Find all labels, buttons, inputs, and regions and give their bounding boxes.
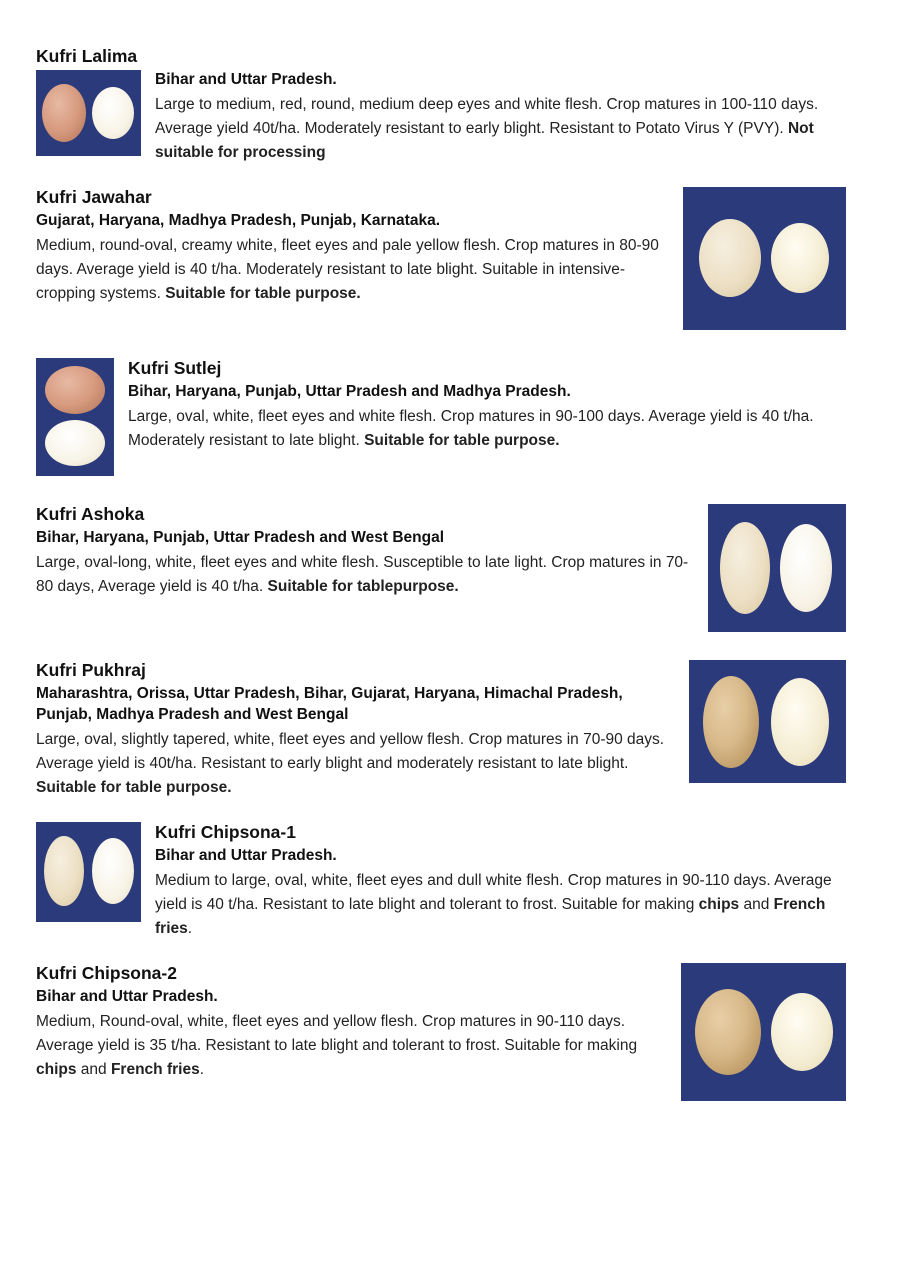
variety-description: Medium, round-oval, creamy white, fleet eyes and pale yellow flesh. Crop matures in 80-90 days. Average yield is 40 t/ha. Moderately resistant to late blight. Suitable in intensive-cropping systems. Suitable for table purpose. (36, 236, 659, 302)
tuber-cut (92, 838, 134, 904)
variety-kufri-chipsona-2 (36, 963, 846, 1107)
kufri-jawahar-tubers-image (683, 187, 846, 330)
tuber-whole (44, 836, 84, 906)
kufri-pukhraj-tubers-image (689, 660, 846, 783)
variety-kufri-pukhraj (36, 660, 846, 800)
variety-regions: Bihar, Haryana, Punjab, Uttar Pradesh and Madhya Pradesh. (128, 382, 571, 400)
kufri-lalima-tubers-image (36, 70, 141, 156)
variety-description: Large, oval, white, fleet eyes and white flesh. Crop matures in 90-100 days. Average yield is 40 t/ha. Moderately resistant to late blight. Suitable for table purpose. (128, 407, 814, 449)
kufri-ashoka-tubers-image (708, 504, 846, 632)
kufri-sutlej-tubers-image (36, 358, 114, 476)
tuber-whole (720, 522, 770, 614)
kufri-chipsona-1-tubers-image (36, 822, 141, 922)
tuber-whole (42, 84, 86, 142)
variety-kufri-lalima (36, 46, 846, 165)
variety-title: Kufri Lalima (36, 46, 138, 66)
variety-kufri-chipsona-1 (36, 822, 846, 941)
variety-kufri-sutlej (36, 358, 846, 482)
variety-description: Large to medium, red, round, medium deep eyes and white flesh. Crop matures in 100-110 days. Average yield 40t/ha. Moderately resistant to early blight. Resistant to Potato Virus Y (PVY). Not suitable for processing (155, 95, 819, 161)
variety-kufri-jawahar (36, 187, 846, 336)
tuber-cut (92, 87, 134, 139)
variety-title: Kufri Chipsona-2 (36, 962, 177, 983)
variety-title: Kufri Chipsona-1 (155, 821, 296, 842)
tuber-whole (45, 366, 105, 414)
variety-kufri-ashoka (36, 504, 846, 638)
tuber-whole (703, 676, 759, 768)
variety-regions: Bihar, Haryana, Punjab, Uttar Pradesh and West Bengal (36, 528, 444, 546)
variety-title: Kufri Jawahar (36, 186, 152, 207)
variety-regions: Bihar and Uttar Pradesh. (155, 71, 337, 88)
variety-description: Large, oval-long, white, fleet eyes and white flesh. Susceptible to late light. Crop matures in 70-80 days, Average yield is 40 t/ha. Suitable for tablepurpose. (36, 553, 689, 595)
tuber-cut (780, 524, 832, 612)
variety-description: Large, oval, slightly tapered, white, fleet eyes and yellow flesh. Crop matures in 70-90 days. Average yield is 40t/ha. Resistant to early blight and moderately resistant to late blight. Suitable for table purpose. (36, 730, 665, 796)
variety-regions: Bihar and Uttar Pradesh. (155, 846, 337, 864)
variety-regions: Gujarat, Haryana, Madhya Pradesh, Punjab, Karnataka. (36, 211, 441, 229)
variety-title: Kufri Sutlej (128, 357, 222, 378)
variety-description: Medium, Round-oval, white, fleet eyes and yellow flesh. Crop matures in 90-110 days. Average yield is 35 t/ha. Resistant to late blight and tolerant to frost. Suitable for making chips and French fries. (36, 1012, 638, 1078)
tuber-cut (771, 993, 833, 1071)
tuber-cut (771, 678, 829, 766)
tuber-whole (699, 219, 761, 297)
variety-regions: Maharashtra, Orissa, Uttar Pradesh, Bihar, Gujarat, Haryana, Himachal Pradesh, Punjab, Madhya Pradesh and West Bengal (36, 684, 623, 723)
variety-description: Medium to large, oval, white, fleet eyes and dull white flesh. Crop matures in 90-110 days. Average yield is 40 t/ha. Resistant to late blight and tolerant to frost. Suitable for making chips and French fries. (155, 871, 832, 937)
kufri-chipsona-2-tubers-image (681, 963, 846, 1101)
tuber-cut (45, 420, 105, 466)
variety-regions: Bihar and Uttar Pradesh. (36, 987, 218, 1005)
variety-title: Kufri Ashoka (36, 503, 145, 524)
variety-title: Kufri Pukhraj (36, 659, 146, 680)
tuber-whole (695, 989, 761, 1075)
tuber-cut (771, 223, 829, 293)
